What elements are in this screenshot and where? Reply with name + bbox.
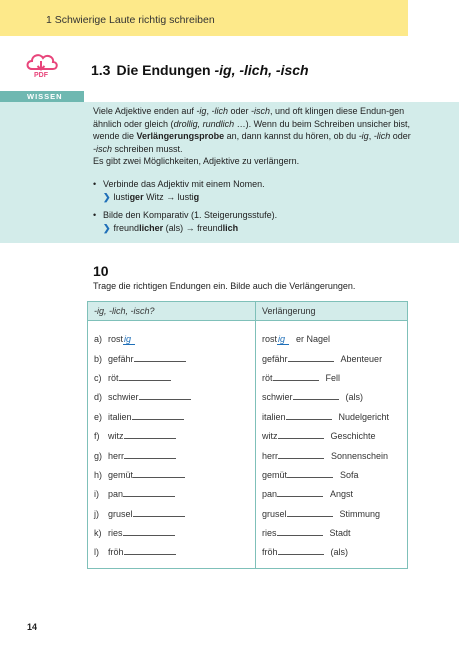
chapter-title: 1 Schwierige Laute richtig schreiben	[46, 14, 215, 26]
exercise-instruction: Trage die richtigen Endungen ein. Bilde auch die Verlängerungen.	[93, 281, 356, 291]
page-number: 14	[27, 622, 38, 632]
extension-blank[interactable]	[277, 527, 323, 536]
extension-stem: fröh	[262, 547, 278, 558]
table-row	[88, 368, 408, 387]
extension-continuation: (als)	[330, 547, 349, 558]
item-letter: h)	[94, 469, 103, 480]
bullet-example: ❯ lustiger Witz → lustig	[103, 191, 200, 202]
extension-stem: herr	[262, 450, 279, 461]
extension-continuation: Stimmung	[339, 508, 381, 519]
ending-cell	[88, 465, 256, 484]
extension-stem: schwier	[262, 392, 293, 403]
extension-blank[interactable]	[278, 450, 324, 459]
word-stem: gefähr	[108, 353, 134, 364]
ending-cell	[88, 387, 256, 406]
ending-cell	[88, 348, 256, 367]
extension-stem: grusel	[262, 508, 287, 519]
table-header-row	[88, 302, 408, 321]
ending-cell	[88, 504, 256, 523]
item-letter: a)	[94, 333, 103, 344]
section-title	[91, 62, 309, 78]
column-header-ending: -ig, -lich, -isch?	[88, 302, 256, 321]
extension-blank[interactable]	[273, 372, 319, 381]
ending-cell	[88, 407, 256, 426]
ending-cell	[88, 368, 256, 387]
extension-cell	[256, 445, 408, 464]
word-stem: grusel	[108, 508, 133, 519]
ending-blank[interactable]	[124, 430, 176, 439]
extension-cell	[256, 504, 408, 523]
extension-blank[interactable]	[278, 546, 324, 555]
section-title-text: Die Endungen	[116, 62, 215, 78]
extension-stem: ries	[262, 528, 277, 539]
extension-continuation: Sofa	[340, 469, 359, 480]
ending-blank[interactable]	[133, 508, 185, 517]
extension-stem: röt	[262, 372, 273, 383]
table-row	[88, 426, 408, 445]
table-row	[88, 542, 408, 568]
table-row	[88, 465, 408, 484]
wissen-bullets	[93, 178, 423, 234]
item-letter: f)	[94, 431, 100, 442]
word-stem: ries	[108, 528, 123, 539]
word-stem: pan	[108, 489, 124, 500]
extension-stem: gemüt	[262, 469, 288, 480]
item-letter: l)	[94, 547, 99, 558]
ending-cell	[88, 484, 256, 503]
extension-blank[interactable]	[293, 391, 339, 400]
ending-blank[interactable]	[132, 411, 184, 420]
extension-stem: rost	[262, 333, 278, 344]
item-letter: c)	[94, 372, 102, 383]
extension-cell	[256, 348, 408, 367]
word-stem: schwier	[108, 392, 139, 403]
ending-blank[interactable]	[133, 469, 185, 478]
section-number: 1.3	[91, 62, 111, 78]
filled-extension-ending: ig	[277, 334, 289, 345]
bullet-example: ❯ freundlicher (als) → freundlich	[103, 222, 239, 233]
extension-blank[interactable]	[287, 469, 333, 478]
extension-blank[interactable]	[287, 508, 333, 517]
item-letter: d)	[94, 392, 103, 403]
ending-blank[interactable]	[124, 546, 176, 555]
chapter-header-bar	[0, 0, 408, 36]
extension-continuation: Sonnenschein	[331, 450, 389, 461]
word-stem: witz	[108, 431, 124, 442]
extension-cell	[256, 542, 408, 568]
item-letter: b)	[94, 353, 103, 364]
word-stem: gemüt	[108, 469, 134, 480]
arrow-icon: ❯	[103, 222, 111, 233]
word-stem: fröh	[108, 547, 124, 558]
bullet-item: • Verbinde das Adjektiv mit einem Nomen.	[93, 179, 265, 189]
ending-cell	[88, 523, 256, 542]
extension-continuation: Fell	[325, 372, 341, 383]
extension-cell	[256, 426, 408, 445]
word-stem: rost	[108, 333, 124, 344]
extension-blank[interactable]	[286, 411, 332, 420]
wissen-second-paragraph: Es gibt zwei Möglichkeiten, Adjektive zu verlängern.	[93, 156, 300, 166]
word-stem: italien	[108, 411, 132, 422]
wissen-label: WISSEN	[27, 92, 63, 101]
ending-cell	[88, 321, 256, 349]
table-row	[88, 445, 408, 464]
arrow-icon: ❯	[103, 191, 111, 202]
filled-ending: ig	[123, 334, 135, 345]
extension-cell	[256, 407, 408, 426]
section-title-endings: -ig, -lich, -isch	[214, 62, 309, 78]
extension-blank[interactable]	[278, 430, 324, 439]
table-row	[88, 523, 408, 542]
word-stem: herr	[108, 450, 125, 461]
table-row	[88, 387, 408, 406]
extension-continuation: Geschichte	[330, 431, 376, 442]
extension-cell	[256, 523, 408, 542]
item-letter: k)	[94, 528, 102, 539]
exercise-table	[87, 301, 408, 569]
extension-cell	[256, 368, 408, 387]
column-header-extension: Verlängerung	[256, 302, 408, 321]
cloud-pdf-icon[interactable]	[24, 50, 58, 78]
item-letter: i)	[94, 489, 99, 500]
extension-blank[interactable]	[277, 488, 323, 497]
extension-continuation: er Nagel	[296, 333, 331, 344]
table-body	[88, 321, 408, 569]
table-row	[88, 484, 408, 503]
ending-blank[interactable]	[123, 488, 175, 497]
extension-cell	[256, 484, 408, 503]
extension-continuation: (als)	[345, 392, 364, 403]
item-letter: g)	[94, 450, 103, 461]
item-letter: e)	[94, 411, 103, 422]
extension-continuation: Stadt	[329, 528, 351, 539]
bullet-item: • Bilde den Komparativ (1. Steigerungsstufe).	[93, 210, 278, 220]
exercise-number: 10	[93, 263, 109, 279]
table-row	[88, 504, 408, 523]
table-row	[88, 321, 408, 349]
verlaengerungsprobe-term: Verlängerungsprobe	[136, 131, 225, 141]
extension-continuation: Angst	[330, 489, 354, 500]
pdf-label: PDF	[34, 72, 48, 78]
ending-blank[interactable]	[139, 391, 191, 400]
ending-blank[interactable]	[119, 372, 171, 381]
wissen-explanation: Viele Adjektive enden auf -ig, -lich oder -isch, und oft klingen diese Endun-gen ähnlich oder gleich (drollig, rundlich …). Wenn du beim Schreiben unsicher bist, wende die Verlängerungsprobe an, dann kannst du hören, ob du -ig, -lich oder -isch schreiben musst. Es gibt zwei Möglichkeiten, Adjektive zu verlängern.	[93, 106, 411, 166]
extension-continuation: Nudelgericht	[338, 411, 390, 422]
ending-cell	[88, 445, 256, 464]
ending-blank[interactable]	[134, 353, 186, 362]
extension-stem: italien	[262, 411, 286, 422]
extension-cell	[256, 387, 408, 406]
word-stem: röt	[108, 372, 119, 383]
extension-cell	[256, 321, 408, 349]
extension-stem: witz	[262, 431, 278, 442]
table-row	[88, 407, 408, 426]
extension-blank[interactable]	[288, 353, 334, 362]
extension-continuation: Abenteuer	[340, 353, 383, 364]
ending-cell	[88, 426, 256, 445]
extension-cell	[256, 465, 408, 484]
ending-cell	[88, 542, 256, 568]
wissen-tab	[0, 91, 84, 102]
extension-stem: pan	[262, 489, 278, 500]
ending-blank[interactable]	[124, 450, 176, 459]
extension-stem: gefähr	[262, 353, 288, 364]
ending-blank[interactable]	[123, 527, 175, 536]
item-letter: j)	[94, 508, 99, 519]
table-row	[88, 348, 408, 367]
